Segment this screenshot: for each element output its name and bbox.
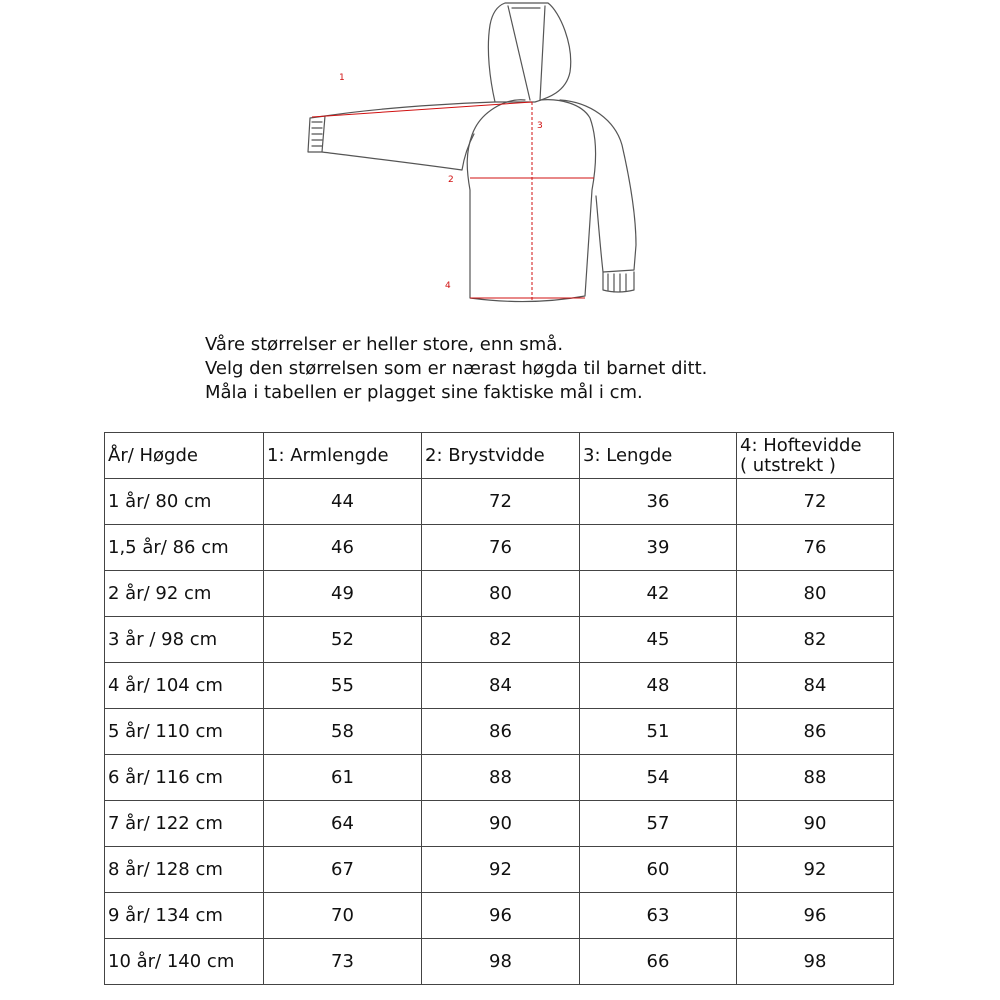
cell-measurement: 60 — [580, 847, 737, 893]
cell-measurement: 76 — [737, 525, 894, 571]
cell-measurement: 63 — [580, 893, 737, 939]
table-row — [105, 571, 894, 617]
cell-measurement: 55 — [264, 663, 422, 709]
cell-age-height: 4 år/ 104 cm — [105, 663, 264, 709]
cell-measurement: 73 — [264, 939, 422, 985]
table-row — [105, 893, 894, 939]
jacket-body — [467, 100, 595, 302]
table-header-row — [105, 433, 894, 479]
cell-measurement: 70 — [264, 893, 422, 939]
cell-measurement: 61 — [264, 755, 422, 801]
cell-measurement: 64 — [264, 801, 422, 847]
cell-age-height: 7 år/ 122 cm — [105, 801, 264, 847]
table-row — [105, 479, 894, 525]
cell-measurement: 90 — [737, 801, 894, 847]
cell-measurement: 92 — [737, 847, 894, 893]
hood-opening — [508, 6, 545, 100]
cell-measurement: 58 — [264, 709, 422, 755]
cell-measurement: 66 — [580, 939, 737, 985]
hood-outline — [488, 3, 570, 102]
cell-measurement: 84 — [737, 663, 894, 709]
table-row — [105, 525, 894, 571]
cell-age-height: 3 år / 98 cm — [105, 617, 264, 663]
cell-measurement: 84 — [422, 663, 580, 709]
header-hip-width: 4: Hoftevidde ( utstrekt ) — [737, 433, 894, 479]
cell-measurement: 82 — [737, 617, 894, 663]
cell-measurement: 49 — [264, 571, 422, 617]
cell-measurement: 98 — [422, 939, 580, 985]
cell-measurement: 86 — [422, 709, 580, 755]
cell-measurement: 67 — [264, 847, 422, 893]
cell-measurement: 80 — [422, 571, 580, 617]
jacket-measurement-diagram — [0, 0, 1000, 320]
cell-measurement: 76 — [422, 525, 580, 571]
cell-age-height: 5 år/ 110 cm — [105, 709, 264, 755]
header-arm-length: 1: Armlengde — [264, 433, 422, 479]
size-notes — [205, 333, 707, 405]
cell-age-height: 1 år/ 80 cm — [105, 479, 264, 525]
diagram-label-2: 2 — [448, 175, 454, 185]
cell-measurement: 86 — [737, 709, 894, 755]
diagram-label-4: 4 — [445, 281, 451, 291]
diagram-label-3: 3 — [537, 121, 543, 131]
measure-line-1 — [312, 102, 532, 117]
note-line: Måla i tabellen er plagget sine faktiske mål i cm. — [205, 382, 643, 403]
cell-age-height: 10 år/ 140 cm — [105, 939, 264, 985]
table-row — [105, 939, 894, 985]
cell-measurement: 54 — [580, 755, 737, 801]
header-chest-width: 2: Brystvidde — [422, 433, 580, 479]
header-length: 3: Lengde — [580, 433, 737, 479]
cell-measurement: 90 — [422, 801, 580, 847]
cell-measurement: 72 — [737, 479, 894, 525]
table-row — [105, 663, 894, 709]
cell-measurement: 57 — [580, 801, 737, 847]
cell-measurement: 51 — [580, 709, 737, 755]
cell-measurement: 88 — [422, 755, 580, 801]
cell-measurement: 88 — [737, 755, 894, 801]
cell-measurement: 36 — [580, 479, 737, 525]
cell-measurement: 45 — [580, 617, 737, 663]
cell-measurement: 48 — [580, 663, 737, 709]
note-line: Velg den størrelsen som er nærast høgda til barnet ditt. — [205, 358, 708, 379]
diagram-label-1: 1 — [339, 73, 345, 83]
table-row — [105, 801, 894, 847]
table-row — [105, 709, 894, 755]
cell-measurement: 42 — [580, 571, 737, 617]
cell-measurement: 92 — [422, 847, 580, 893]
cell-measurement: 72 — [422, 479, 580, 525]
cell-age-height: 8 år/ 128 cm — [105, 847, 264, 893]
cell-measurement: 80 — [737, 571, 894, 617]
left-sleeve — [322, 102, 495, 170]
cell-age-height: 9 år/ 134 cm — [105, 893, 264, 939]
cell-measurement: 96 — [422, 893, 580, 939]
table-row — [105, 847, 894, 893]
note-line: Våre størrelser er heller store, enn små. — [205, 334, 564, 355]
cell-age-height: 6 år/ 116 cm — [105, 755, 264, 801]
cell-measurement: 52 — [264, 617, 422, 663]
cell-age-height: 1,5 år/ 86 cm — [105, 525, 264, 571]
cell-measurement: 98 — [737, 939, 894, 985]
size-table — [104, 432, 894, 985]
table-row — [105, 755, 894, 801]
cell-measurement: 44 — [264, 479, 422, 525]
table-row — [105, 617, 894, 663]
cell-age-height: 2 år/ 92 cm — [105, 571, 264, 617]
header-age-height: År/ Høgde — [105, 433, 264, 479]
cell-measurement: 46 — [264, 525, 422, 571]
cell-measurement: 96 — [737, 893, 894, 939]
cell-measurement: 82 — [422, 617, 580, 663]
right-sleeve — [560, 100, 636, 272]
cell-measurement: 39 — [580, 525, 737, 571]
